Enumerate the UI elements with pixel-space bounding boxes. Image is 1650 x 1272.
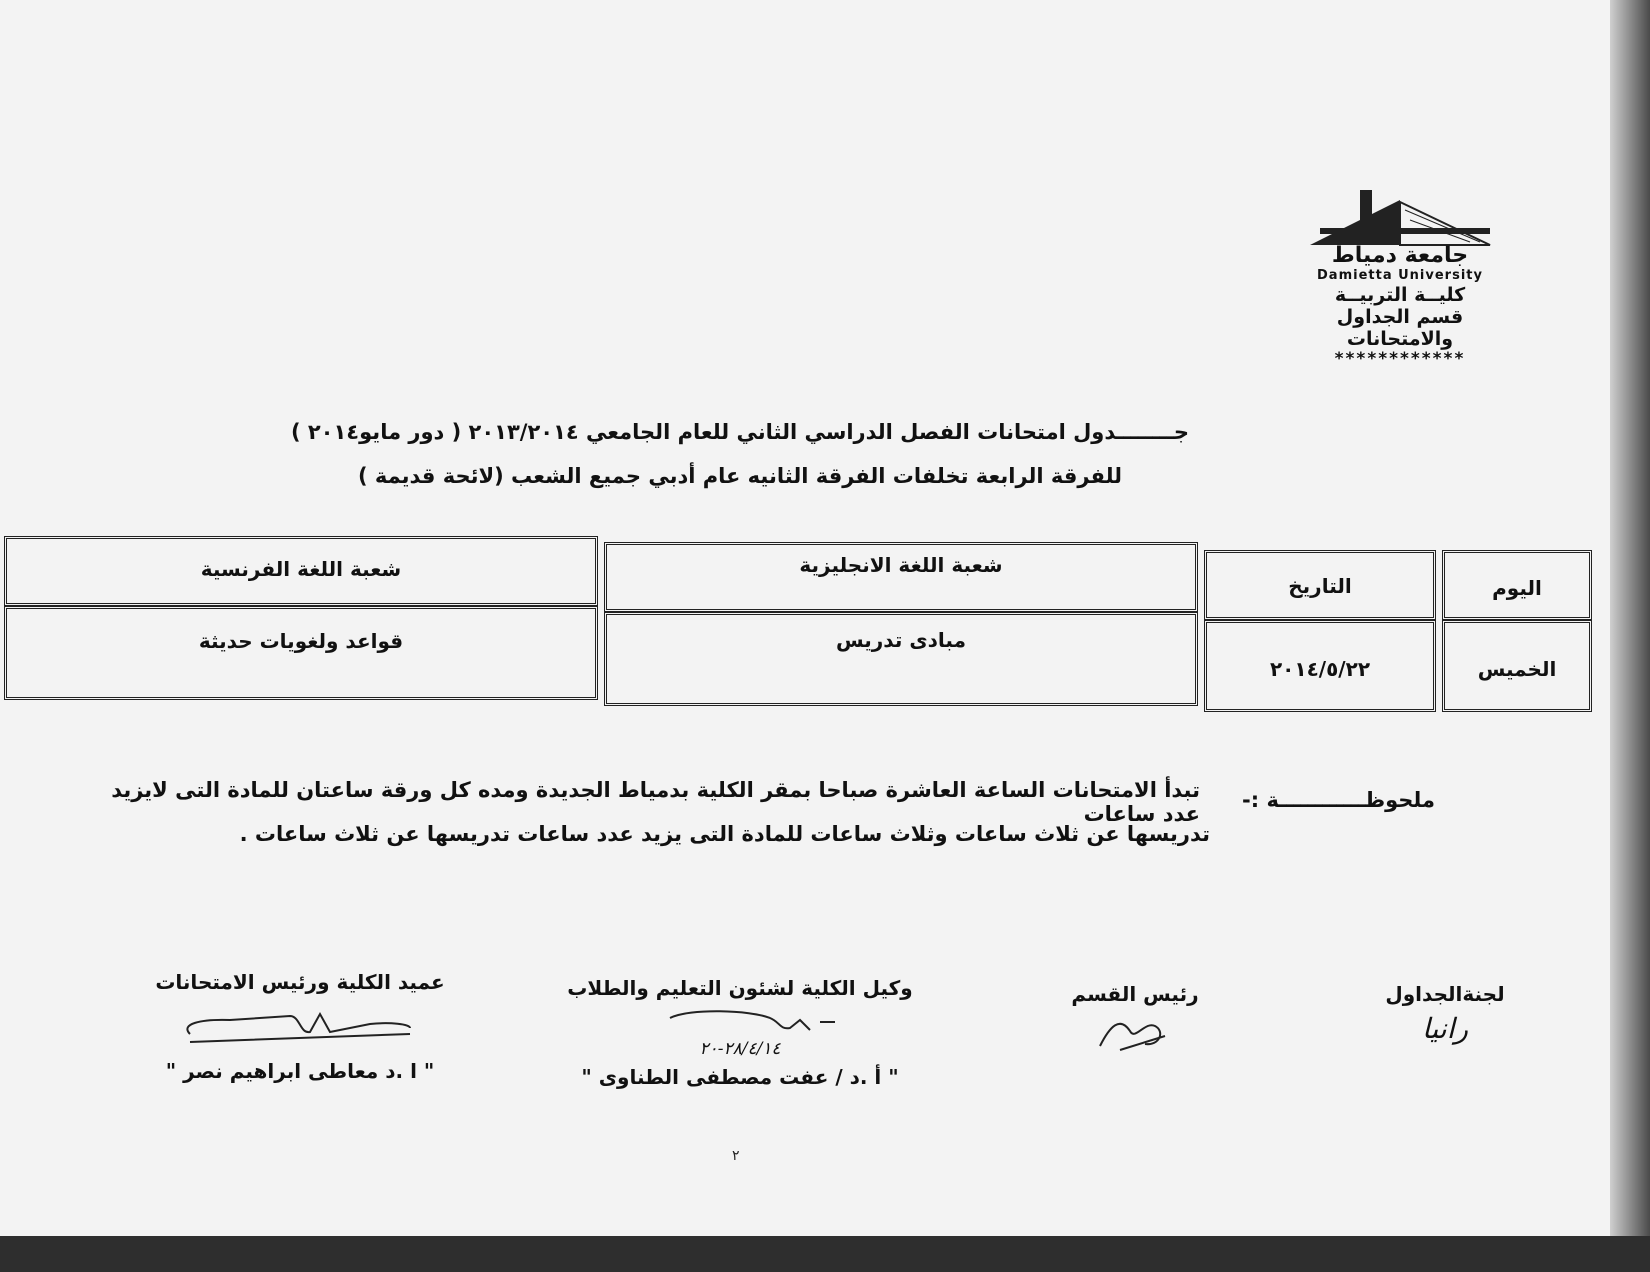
- note-label: ملحوظــــــــــــة :-: [1242, 788, 1435, 812]
- signature-committee: [1360, 982, 1530, 1045]
- logo-english-text: Damietta University: [1317, 268, 1483, 283]
- faculty-name: كليــة التربيــة: [1334, 284, 1466, 306]
- cell-french-subject: قواعد ولغويات حديثة: [4, 606, 598, 700]
- exam-schedule-table: [4, 528, 1594, 714]
- dept-head-title: رئيس القسم: [1071, 982, 1199, 1006]
- stars-divider: ************: [1334, 349, 1466, 369]
- document-title: جــــــــدول امتحانات الفصل الدراسي الثاني للعام الجامعي ٢٠١٣/٢٠١٤ ( دور مايو٢٠١٤ ): [290, 420, 1190, 444]
- department-name: قسم الجداول والامتحانات: [1336, 306, 1464, 350]
- committee-handwritten-signature: رانيا: [1421, 1012, 1469, 1045]
- note-text-line2: تدريسها عن ثلاث ساعات وثلاث ساعات للمادة التى يزيد عدد ساعات تدريسها عن ثلاث ساعات .: [239, 822, 1210, 846]
- scan-bottom-edge: [0, 1236, 1650, 1272]
- header-day: اليوم: [1442, 550, 1592, 620]
- dean-title: عميد الكلية ورئيس الامتحانات: [155, 970, 445, 994]
- cell-english-subject: مبادى تدريس: [604, 612, 1198, 706]
- header-french-section: شعبة اللغة الفرنسية: [4, 536, 598, 606]
- header-english-section: شعبة اللغة الانجليزية: [604, 542, 1198, 612]
- document-subtitle: للفرقة الرابعة تخلفات الفرقة الثانيه عام أدبي جميع الشعب (لائحة قديمة ): [357, 464, 1123, 488]
- vice-dean-handwritten-date: ٢٨/٤/١٤-٢٠: [699, 1039, 781, 1059]
- dean-signature-icon: [170, 994, 430, 1054]
- signature-vice-dean: [560, 976, 920, 1089]
- vice-dean-signature-icon: [630, 1000, 850, 1040]
- university-logo-icon: [1300, 190, 1500, 248]
- dept-head-signature-icon: [1090, 1006, 1180, 1056]
- signature-dean: [140, 970, 460, 1083]
- header-date: التاريخ: [1204, 550, 1436, 620]
- cell-day: الخميس: [1442, 620, 1592, 712]
- page-edge-shadow: [1610, 0, 1650, 1240]
- vice-dean-title: وكيل الكلية لشئون التعليم والطلاب: [567, 976, 913, 1000]
- vice-dean-name: " أ .د / عفت مصطفى الطناوى ": [581, 1065, 899, 1089]
- note-text-line1: تبدأ الامتحانات الساعة العاشرة صباحا بمقر الكلية بدمياط الجديدة ومده كل ورقة ساعتان للمادة التى لايزيد عدد ساعات: [111, 778, 1200, 826]
- signature-dept-head: [1055, 982, 1215, 1061]
- dean-name: " ا .د معاطى ابراهيم نصر ": [165, 1059, 435, 1083]
- page-number: ٢: [732, 1148, 740, 1164]
- logo-arabic-text: جامعة دمياط: [1331, 243, 1469, 268]
- committee-title: لجنةالجداول: [1385, 982, 1505, 1006]
- university-header: [1290, 190, 1510, 368]
- cell-date: ٢٠١٤/٥/٢٢: [1204, 620, 1436, 712]
